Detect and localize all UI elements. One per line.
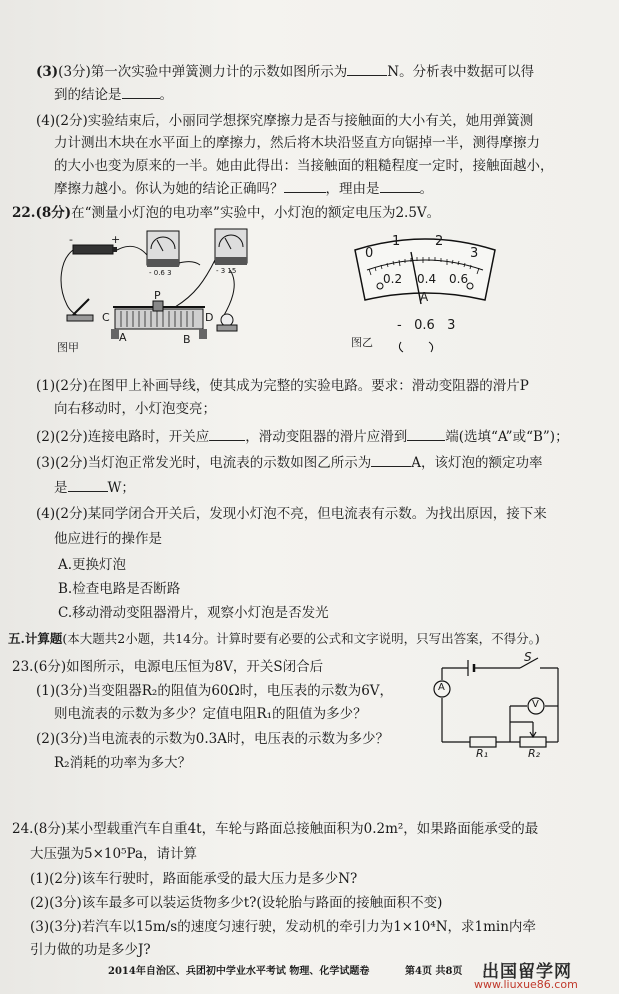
q23-part2-line1: (2)(3分)当电流表的示数为0.3A时，电压表的示数为多少？: [36, 731, 389, 747]
watermark-url: www.liuxue86.com: [474, 978, 578, 991]
meter-base: [215, 257, 247, 265]
q22-part4-line1: (4)(2分)某同学闭合开关后，发现小灯泡不亮，但电流表有示数。为找出原因，接下来: [36, 506, 547, 522]
battery-plus-label: +: [111, 233, 121, 246]
q21-part4-line3: 的大小也变为原来的一半。她由此得出：当接触面的粗糙程度一定时，接触面越小，: [54, 158, 554, 174]
text: (3分)第一次实验中弹簧测力计的示数如图所示为: [58, 64, 348, 80]
q24-line2: 大压强为5×10⁵Pa，请计算: [30, 846, 198, 862]
dial-bottom-tick: 0.6: [449, 272, 469, 286]
terminal-b-label: B: [183, 333, 191, 346]
switch-icon: [67, 315, 93, 321]
text: A，该灯泡的额定功率: [411, 455, 543, 471]
resistor-r1: [470, 737, 496, 747]
answer-blank: [284, 180, 326, 193]
q23-part2-line2: R₂消耗的功率为多大？: [54, 755, 192, 771]
option-c: C.移动滑动变阻器滑片，观察小灯泡是否发光: [58, 605, 329, 621]
text: 在“测量小灯泡的电功率”实验中，小灯泡的额定电压为2.5V。: [71, 205, 441, 221]
option-b: B.检查电路是否断路: [58, 581, 181, 597]
q22-part1-line1: (1)(2分)在图甲上补画导线，使其成为完整的实验电路。要求：滑动变阻器的滑片P: [36, 378, 529, 394]
dial-bottom-tick: 0.2: [383, 272, 403, 286]
q22-part2: [36, 428, 569, 446]
q21-part3-line2: [54, 86, 173, 104]
text: W；: [107, 480, 135, 496]
section-title: 五.计算题: [8, 631, 63, 646]
wire: [117, 246, 147, 255]
text: 到的结论是: [54, 87, 122, 103]
q22-part1-line2: 向右移动时，小灯泡变亮；: [54, 401, 216, 417]
text: (2)(2分)连接电路时，开关应: [36, 429, 210, 445]
slider-p: [153, 301, 163, 311]
voltmeter-terminal-label: - 3 15: [216, 267, 237, 275]
text: ，理由是: [325, 181, 380, 197]
q23-circuit-diagram: [430, 650, 570, 762]
dial-bottom-tick: 0.4: [417, 272, 437, 286]
rheostat-r2: [520, 737, 546, 747]
dial-top-tick: 3: [470, 246, 479, 261]
figure-caption: 图甲: [57, 341, 79, 354]
answer-blank: [380, 180, 420, 193]
battery-terminal: [113, 247, 117, 252]
q24-line1: 24.(8分)某小型载重汽车自重4t，车轮与路面总接触面积为0.2m²，如果路面能承受的最: [12, 821, 539, 837]
rheostat-icon: [115, 309, 203, 329]
rheostat-leg: [111, 329, 119, 339]
answer-blank: [68, 479, 108, 492]
watermark-title: 出国留学网: [482, 962, 572, 982]
answer-blank: [209, 428, 245, 441]
circuit-diagram: [430, 650, 570, 762]
q24-part3-line2: 引力做的功是多少J?: [30, 942, 151, 958]
answer-blank: [371, 454, 411, 467]
ammeter-terminal-label: - 0.6 3: [149, 269, 172, 277]
wire: [179, 262, 200, 265]
q22-part4-line2: 他应进行的操作是: [54, 531, 162, 547]
q21-part4-line2: 力计测出木块在水平面上的摩擦力，然后将木块沿竖直方向锯掉一半，测得摩擦力: [54, 135, 540, 151]
q23-part1-line2: 则电流表的示数为多少？定值电阻R₁的阻值为多少？: [54, 706, 367, 722]
probe-lead: [429, 342, 433, 352]
terminal-c-label: C: [102, 311, 110, 324]
text: 是: [54, 480, 68, 496]
battery-minus-label: -: [69, 233, 73, 246]
dial-top-tick: 1: [392, 234, 401, 249]
section-5-heading: [8, 630, 540, 648]
dial-terminal-labels: - 0.6 3: [397, 318, 456, 333]
dial-top-tick: 0: [365, 246, 374, 261]
text: 摩擦力越小。你认为她的结论正确吗？: [54, 181, 284, 197]
switch-lever: [73, 299, 89, 315]
text: 。: [419, 181, 433, 197]
r1-label: R₁: [476, 747, 489, 760]
figure-caption: 图乙: [351, 336, 373, 349]
text: 端(选填“A”或“B”)；: [445, 429, 569, 445]
figure-jia: [55, 225, 285, 355]
dial-top-tick: 2: [435, 234, 444, 249]
section-instructions: (本大题共2小题，共14分。计算时要有必要的公式和文字说明，只写出答案，不得分。): [62, 631, 540, 646]
ammeter-label: A: [438, 682, 445, 693]
q24-part3-line1: (3)(3分)若汽车以15m/s的速度匀速行驶，发动机的牵引力为1×10⁴N，求1min内牵: [30, 919, 536, 935]
text: 。: [159, 87, 173, 103]
lamp-icon: [221, 314, 233, 326]
r2-label: R₂: [528, 747, 541, 760]
probe-lead: [399, 342, 403, 352]
q21-part3-line1: [36, 63, 534, 81]
wire: [223, 270, 234, 317]
voltmeter-label: V: [532, 699, 539, 710]
q21-part4-line1: (4)(2分)实验结束后，小丽同学想探究摩擦力是否与接触面的大小有关，她用弹簧测: [36, 113, 534, 129]
circuit-apparatus-drawing: [55, 225, 285, 355]
text: (3)(2分)当灯泡正常发光时，电流表的示数如图乙所示为: [36, 455, 372, 471]
dial-unit-label: A: [420, 290, 429, 304]
footer-page-number: 第4页 共8页: [405, 966, 463, 977]
text: N。分析表中数据可以得: [387, 64, 535, 80]
q22-title: [12, 204, 440, 222]
wire: [61, 250, 81, 317]
figure-yi: [345, 230, 505, 360]
terminal-d-label: D: [205, 311, 214, 324]
answer-blank: [122, 86, 160, 99]
slider-p-label: P: [154, 289, 161, 302]
q22-part3-line1: [36, 454, 543, 472]
wire: [175, 260, 215, 307]
q23-part1-line1: (1)(3分)当变阻器R₂的阻值为60Ω时，电压表的示数为6V，: [36, 683, 394, 699]
q24-part1: (1)(2分)该车行驶时，路面能承受的最大压力是多少N?: [30, 871, 358, 887]
q24-part2: (2)(3分)该车最多可以装运货物多少t?(设轮胎与路面的接触面积不变): [30, 895, 443, 911]
q22-part3-line2: [54, 479, 135, 497]
answer-blank: [347, 63, 387, 76]
question-number: 22.(8分): [12, 205, 72, 221]
switch-label: S: [524, 650, 532, 664]
terminal-a-label: A: [119, 331, 127, 344]
battery-icon: [73, 245, 113, 254]
q21-part4-line4: [54, 180, 433, 198]
footer-exam-title: 2014年自治区、兵团初中学业水平考试 物理、化学试题卷: [108, 966, 370, 977]
lamp-base: [217, 325, 237, 331]
option-a: A.更换灯泡: [58, 557, 127, 573]
rheostat-leg: [199, 329, 207, 339]
answer-blank: [407, 428, 445, 441]
q23-title: 23.(6分)如图所示，电源电压恒为8V，开关S闭合后: [12, 659, 324, 675]
meter-base: [147, 259, 179, 267]
text: ，滑动变阻器的滑片应滑到: [245, 429, 408, 445]
part-number: (3): [36, 64, 59, 80]
